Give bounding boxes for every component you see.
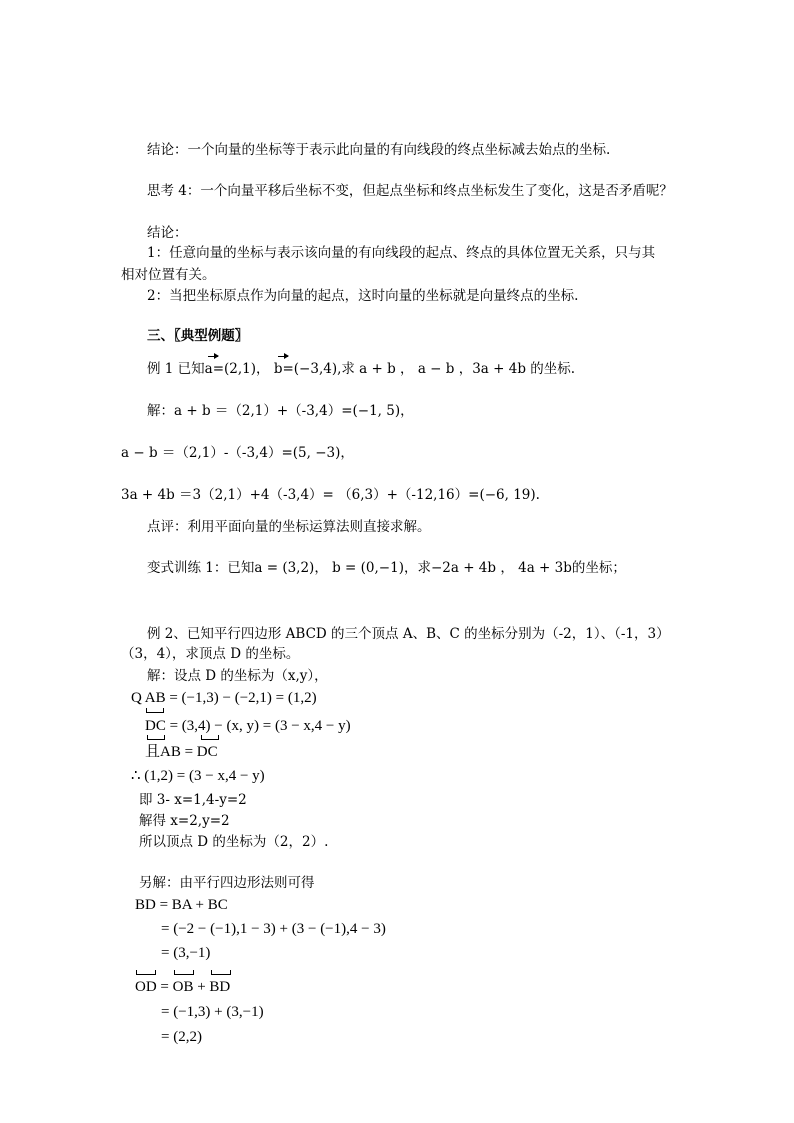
conclusion-2-item-1b: 相对位置有关。 — [121, 267, 216, 283]
conclusion-2-item-1a: 1：任意向量的坐标与表示该向量的有向线段的起点、终点的具体位置无关系，只与其 — [147, 245, 656, 261]
example-1-comment: 点评：利用平面向量的坐标运算法则直接求解。 — [147, 519, 431, 535]
conclusion-1: 结论：一个向量的坐标等于表示此向量的有向线段的终点坐标减去始点的坐标. — [147, 142, 611, 158]
example-1-solution-2: a − b ＝（2,1）-（-3,4）=(5, −3)， — [121, 445, 354, 461]
example-2-solution-ab: Q AB = (−1,3) − (−2,1) = (1,2) — [131, 690, 317, 706]
vector-overline-mark — [174, 970, 194, 975]
example-2-alt-od-3: = (2,2) — [161, 1029, 202, 1045]
example-2-alt-bd-3: = (3,−1) — [161, 945, 211, 961]
section-3-heading: 三、〖典型例题〗 — [147, 328, 249, 344]
example-2-solution-dc: DC = (3,4) − (x, y) = (3 − x,4 − y) — [145, 718, 351, 734]
example-1-solution-1: 解：a + b ＝（2,1）+（-3,4）=(−1, 5)， — [147, 403, 414, 419]
example-2-alt-od-2: = (−1,3) + (3,−1) — [161, 1004, 264, 1020]
vector-overline-mark — [146, 708, 164, 713]
example-2-alt-od: OD = OB + BD — [135, 979, 231, 995]
example-2-solution-ji: 即 3- x=1,4-y=2 — [139, 792, 247, 808]
vector-overline-mark — [147, 735, 165, 740]
vector-overline-mark — [211, 970, 231, 975]
vector-overline-mark — [136, 970, 156, 975]
example-2-alt-bd: BD = BA + BC — [135, 897, 228, 913]
example-2-solution-eq: 且AB = DC — [145, 744, 218, 760]
example-2-question-b: （3，4），求顶点 D 的坐标。 — [121, 646, 300, 662]
vector-arrow — [278, 356, 288, 363]
conclusion-2-title: 结论： — [147, 225, 188, 241]
vector-overline-mark — [201, 735, 219, 740]
example-2-solution-result: 所以顶点 D 的坐标为（2，2）. — [139, 834, 329, 850]
example-2-question-a: 例 2、已知平行四边形 ABCD 的三个顶点 A、B、C 的坐标分别为（-2，1）、（-1，3） — [147, 626, 670, 642]
example-1-solution-3: 3a + 4b ＝3（2,1）+4（-3,4）= （6,3）+（-12,16）=(−6, 19). — [121, 487, 540, 503]
conclusion-2-item-2: 2：当把坐标原点作为向量的起点，这时向量的坐标就是向量终点的坐标. — [147, 288, 579, 304]
example-2-solution-therefore: ∴ (1,2) = (3 − x,4 − y) — [131, 768, 265, 784]
example-2-alt-intro: 另解：由平行四边形法则可得 — [139, 875, 315, 891]
variant-training-1: 变式训练 1：已知a = (3,2)， b = (0,−1)，求−2a + 4b ， 4a + 3b的坐标； — [147, 560, 626, 576]
vector-arrow — [208, 356, 218, 363]
example-2-solution-jiede: 解得 x=2,y=2 — [139, 813, 230, 829]
example-2-alt-bd-2: = (−2 − (−1),1 − 3) + (3 − (−1),4 − 3) — [161, 921, 386, 937]
example-1-question: 例 1 已知a=(2,1)， b=(−3,4),求 a + b ， a − b ，3a + 4b 的坐标. — [147, 361, 576, 377]
example-2-solution-intro: 解：设点 D 的坐标为（x,y）， — [147, 668, 328, 684]
think-4: 思考 4：一个向量平移后坐标不变，但起点坐标和终点坐标发生了变化，这是否矛盾呢？ — [147, 183, 673, 199]
